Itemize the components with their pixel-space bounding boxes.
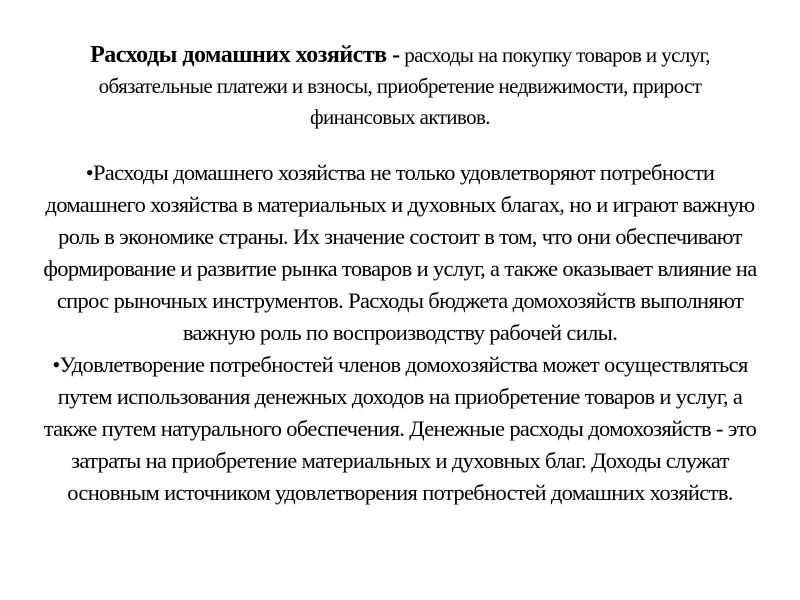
body-text xyxy=(40,157,760,509)
definition-text: расходы на покупку товаров и услуг, обязательные платежи и взносы, приобретение недвижимости, прирост финансовых активов. xyxy=(98,43,710,129)
paragraph-needs-satisfaction: •Удовлетворение потребностей членов домохозяйства может осуществляться путем использования денежных доходов на приобретение товаров и услуг, а также путем натурального обеспечения. Денежные расходы домохозяйств - это затраты на приобретение материальных и духовных благ. Доходы служат основным источником удовлетворения потребностей домашних хозяйств. xyxy=(43,352,757,505)
definition-block xyxy=(60,40,740,133)
definition-term: Расходы домашних хозяйств - xyxy=(90,42,400,68)
paragraph-household-expenses-role: •Расходы домашнего хозяйства не только удовлетворяют потребности домашнего хозяйства в материальных и духовных благах, но и играют важную роль в экономике страны. Их значение состоит в том, что они обеспечивают формирование и развитие рынка товаров и услуг, а также оказывает влияние на спрос рыночных инструментов. Расходы бюджета домохозяйств выполняют важную роль по воспроизводству рабочей силы. xyxy=(43,160,757,345)
